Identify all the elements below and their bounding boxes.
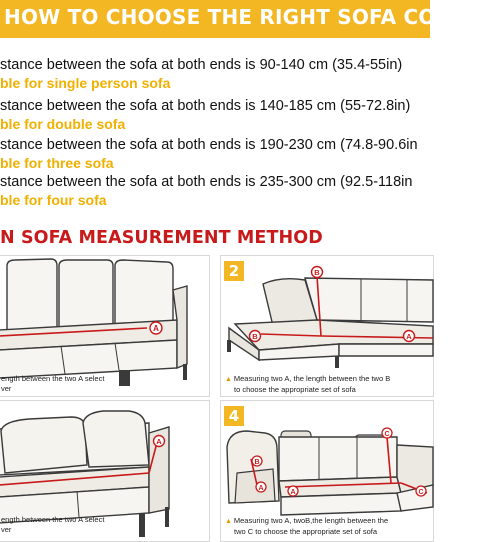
caption-line: ength between the two A select (1, 374, 105, 383)
triangle-bullet-icon: ▲ (225, 518, 234, 525)
panel-2 (220, 255, 434, 397)
spec-suitable: ble for single person sofa (0, 75, 171, 91)
spec-distance: stance between the sofa at both ends is 90-140 cm (35.4-55in) (0, 57, 403, 73)
panel-3-caption (1, 515, 104, 535)
marker-a: A (406, 332, 412, 341)
caption-line: Measuring two A, twoB,the length between the (233, 516, 389, 525)
caption-line: ength between the two A select (1, 515, 105, 524)
header-banner (0, 0, 480, 38)
spec-single (0, 56, 402, 92)
marker-a: A (153, 324, 159, 333)
panel-4-caption (225, 516, 388, 537)
marker-b: B (254, 459, 260, 466)
spec-three (0, 136, 418, 172)
panel-1 (0, 255, 210, 397)
panel-3 (0, 400, 210, 542)
panel-4 (220, 400, 434, 542)
measurement-method-title: N SOFA MEASUREMENT METHOD (0, 228, 323, 248)
spec-distance: stance between the sofa at both ends is 190-230 cm (74.8-90.6in (0, 137, 418, 153)
marker-b: B (314, 268, 320, 277)
marker-c: C (418, 489, 424, 496)
spec-suitable: ble for double sofa (0, 116, 126, 132)
panel-1-caption (1, 374, 104, 394)
caption-line: Measuring two A, the length between the two B (233, 374, 391, 383)
step-number: 2 (224, 261, 244, 281)
panel-2-caption (225, 374, 390, 395)
marker-a: A (258, 485, 264, 492)
spec-distance: stance between the sofa at both ends is 235-300 cm (92.5-118in (0, 174, 413, 190)
caption-line: ver (1, 384, 12, 393)
marker-b: B (252, 332, 258, 341)
spec-suitable: ble for four sofa (0, 192, 107, 208)
caption-line: ver (1, 525, 12, 534)
marker-a: A (290, 489, 296, 496)
header-title: HOW TO CHOOSE THE RIGHT SOFA COVER (4, 5, 480, 29)
spec-distance: stance between the sofa at both ends is 140-185 cm (55-72.8in) (0, 98, 411, 114)
caption-line: two C to choose the appropriate set of sofa (234, 527, 378, 536)
spec-double (0, 97, 410, 133)
step-number: 4 (224, 406, 244, 426)
spec-suitable: ble for three sofa (0, 155, 114, 171)
marker-c: C (384, 431, 390, 438)
triangle-bullet-icon: ▲ (225, 376, 234, 383)
spec-four (0, 173, 412, 209)
marker-a: A (156, 437, 162, 446)
caption-line: to choose the appropriate set of sofa (234, 385, 356, 394)
